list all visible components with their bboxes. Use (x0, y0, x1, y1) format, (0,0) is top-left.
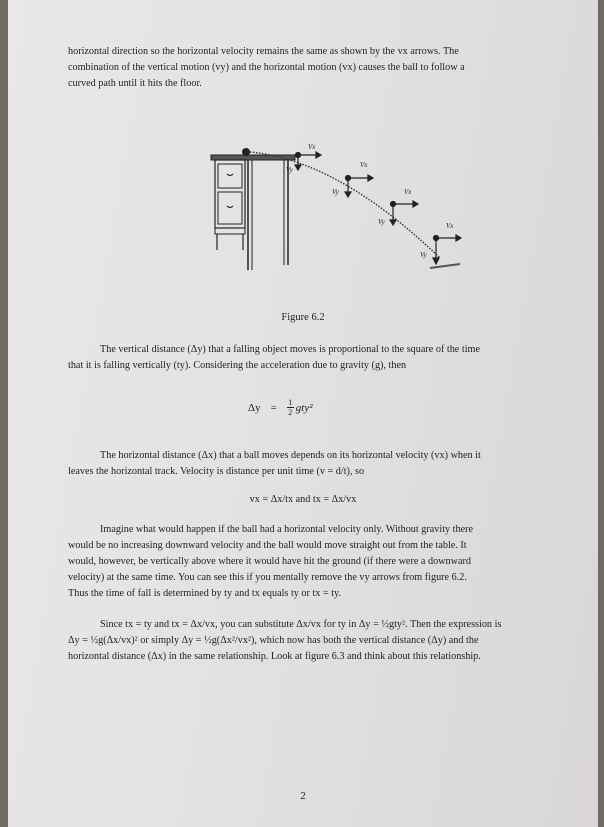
vy-label: Vy (332, 188, 339, 196)
substitution-paragraph (68, 617, 538, 665)
vx-label: Vx (446, 222, 454, 230)
drawer-handle (227, 174, 233, 176)
fraction-numerator: 1 (288, 398, 293, 407)
document-page (8, 0, 598, 827)
figure-caption: Figure 6.2 (281, 312, 325, 323)
text-line: Imagine what would happen if the ball had a horizontal velocity only. Without gravity there (100, 524, 474, 535)
velocity-set-1 (295, 152, 321, 170)
velocity-set-3 (390, 201, 418, 225)
equation-rhs: gty² (295, 401, 313, 414)
text-line: The vertical distance (Δy) that a falling object moves is proportional to the square of the time (100, 344, 480, 355)
text-line: Δy = ½g(Δx/vx)² or simply Δy = ½g(Δx²/vx²), which now has both the vertical distance (Δy) and the (68, 635, 479, 646)
text-line: combination of the vertical motion (vy) and the horizontal motion (vx) causes the ball to follow a (68, 62, 465, 73)
table-body (215, 160, 245, 228)
table-top (211, 155, 295, 160)
text-line: curved path until it hits the floor. (68, 78, 202, 89)
vy-label: Vy (286, 166, 293, 174)
text-line: horizontal distance (Δx) in the same relationship. Look at figure 6.3 and think about this relationship. (68, 651, 481, 662)
text-line: leaves the horizontal track. Velocity is distance per unit time (v = d/t), so (68, 466, 365, 477)
one-half-fraction (287, 398, 294, 417)
vy-label: Vy (378, 218, 385, 226)
vx-label: Vx (308, 143, 316, 151)
text-line: would be no increasing downward velocity and the ball would move straight out from the table. It (68, 540, 467, 551)
cabinet-base (215, 228, 245, 234)
projectile-figure (208, 140, 478, 280)
vx-label: Vx (404, 188, 412, 196)
vertical-distance-paragraph (68, 342, 538, 374)
ball-path (250, 152, 440, 258)
text-line: The horizontal distance (Δx) that a ball moves depends on its horizontal velocity (vx) when it (100, 450, 481, 461)
intro-paragraph (68, 44, 538, 92)
vy-label: Vy (420, 251, 427, 259)
page-number: 2 (300, 790, 306, 802)
text-line: would, however, be vertically above where it would have hit the ground (if there were a downward (68, 556, 471, 567)
text-line: Since tx = ty and tx = Δx/vx, you can substitute Δx/vx for ty in Δy = ½gty². Then the expression is (100, 619, 502, 630)
vx-label: Vx (360, 161, 368, 169)
text-line: that it is falling vertically (ty). Considering the acceleration due to gravity (g), then (68, 360, 407, 371)
text-line: velocity) at the same time. You can see this if you mentally remove the vy arrows from figure 6.2. (68, 572, 467, 583)
text-line: Thus the time of fall is determined by ty and tx equals ty or tx = ty. (68, 588, 342, 599)
equation-lhs: Δy (248, 401, 261, 414)
ball (242, 148, 250, 156)
floor-mark (430, 264, 460, 268)
drawer-handle (227, 206, 233, 208)
text-line: horizontal direction so the horizontal velocity remains the same as shown by the vx arrows. The (68, 46, 459, 57)
vertical-distance-equation (248, 398, 313, 417)
velocity-equation: vx = Δx/tx and tx = Δx/vx (249, 494, 357, 505)
imagine-paragraph (68, 522, 538, 602)
horizontal-distance-paragraph (68, 448, 538, 480)
velocity-set-4 (433, 235, 461, 264)
fraction-denominator: 2 (288, 408, 293, 417)
equation-equals: = (270, 401, 277, 414)
